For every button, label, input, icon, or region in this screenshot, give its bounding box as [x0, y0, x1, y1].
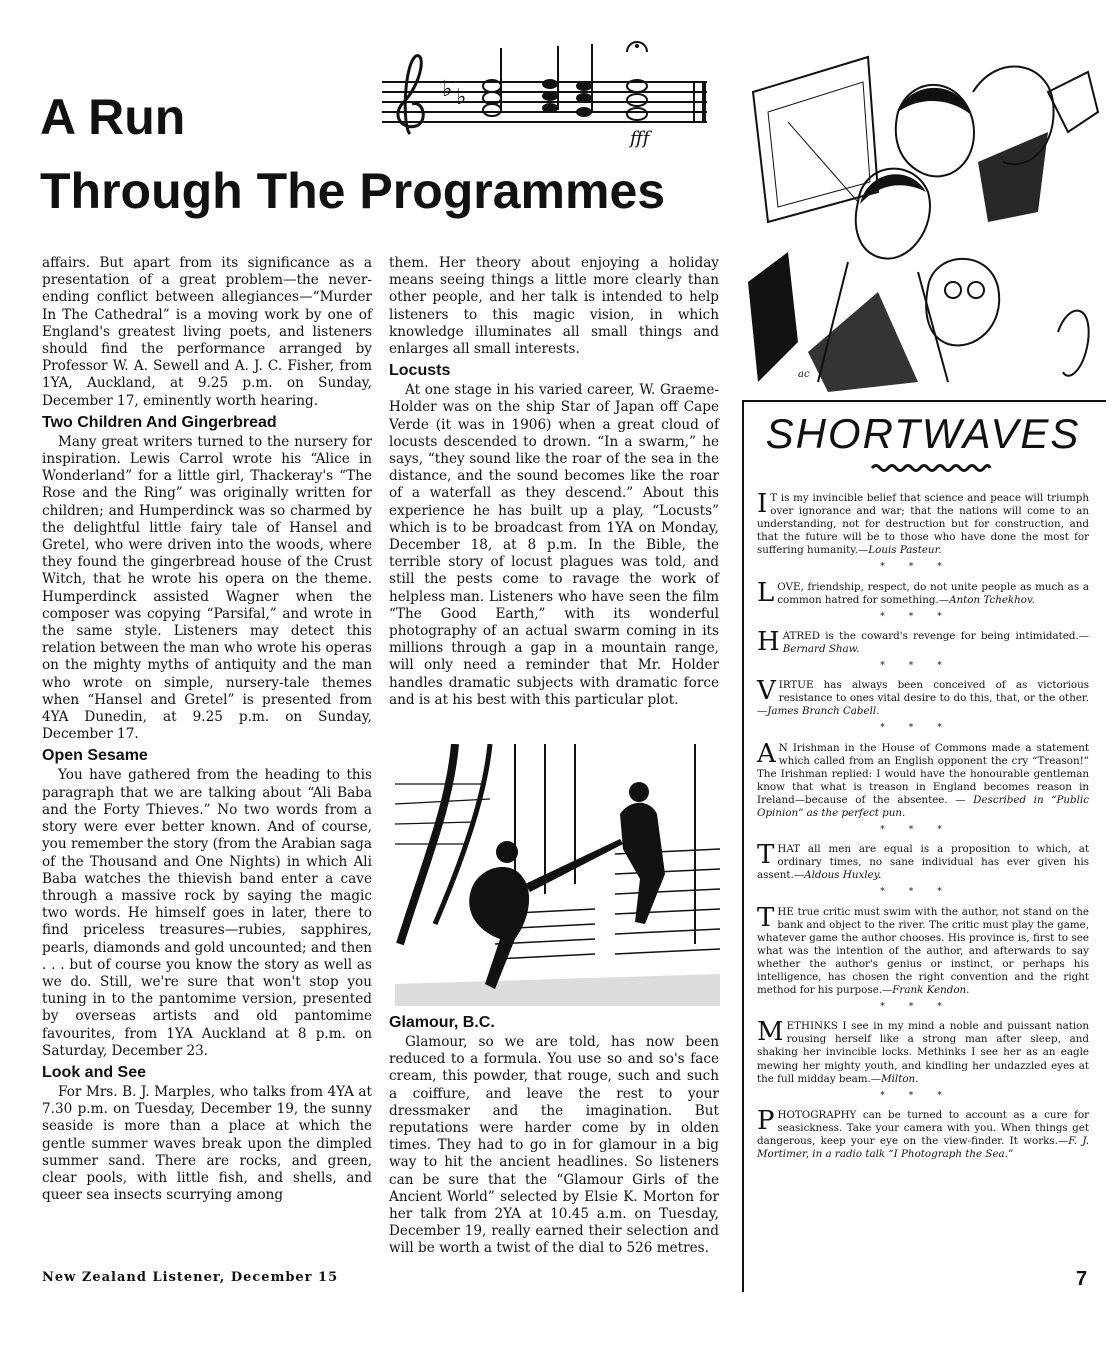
drop-cap: H	[757, 626, 780, 657]
quote-attribution: —James Branch Cabell.	[757, 705, 880, 718]
headline-line-1: A Run	[40, 89, 186, 145]
article-column-2	[389, 255, 719, 709]
article-column-1	[42, 255, 372, 1204]
quote-text: HE true critic must swim with the author, not stand on the bank and object to the river. The critic must play the game, whatever game the author chooses. His province is, first to see what was the intention of the author, and afterwards to say whether the author's genius or instinct, or perhaps his intelligence, has chosen the right convention and the right method for his purpose.	[757, 905, 1089, 997]
shortwaves-quotes	[757, 489, 1089, 1165]
paragraph-holiday: them. Her theory about enjoying a holiday means seeing things a little more clearly than other people, and her talk is intended to help listeners to this magic vision, in which knowledge illuminates all small things and enlarges all small interests.	[389, 255, 719, 358]
quote-text: HAT all men are equal is a proposition to which, at ordinary times, no sane individual has ever given his assent.	[757, 843, 1089, 882]
shortwave-quote	[757, 626, 1089, 657]
separator-stars: ***	[880, 562, 966, 573]
quote-attribution: —Milton.	[870, 1072, 919, 1085]
quote-attribution: —F. J. Mortimer, in a radio talk “I Photograph the Sea.”	[757, 1135, 1089, 1161]
svg-text:♭: ♭	[442, 77, 453, 102]
drop-cap: A	[757, 738, 776, 769]
drop-cap: P	[757, 1105, 775, 1136]
shortwave-quote	[757, 902, 1089, 998]
separator-stars: ***	[880, 1002, 966, 1013]
shortwave-quote	[757, 1017, 1089, 1085]
quote-text: IRTUE has always been conceived of as victorious resistance to ones vital desire to do this, that, or the other.	[778, 679, 1089, 705]
shortwave-quote	[757, 738, 1089, 821]
quote-text: ATRED is the coward's revenge for being intimidated.	[782, 629, 1079, 642]
article-column-2-bottom	[389, 1010, 719, 1258]
paragraph-ali-baba: You have gathered from the heading to this paragraph that we are talking about “Ali Baba and the Forty Thieves.” No two words from a story were ever better known. And of course, you remember the story (from the Arabian saga of the Thousand and One Nights) in which Ali Baba watches the thievish band enter a cave through a massive rock by saying the magic two words. He himself goes in later, there to find priceless treasures—rubies, sapphires, pearls, diamonds and gold uncounted; and then . . . but of course you know the story as well as we do. Still, we're sure that won't stop you tuning in to the pantomime version, presented by overseas artists and old pantomime favourites, from 1YA Auckland at 8 p.m. on Saturday, December 23.	[42, 767, 372, 1059]
drop-cap: L	[757, 577, 775, 608]
shortwaves-heading: SHORTWAVES	[765, 410, 1081, 457]
quote-attribution: —Anton Tchekhov.	[938, 593, 1035, 606]
quote-text: T is my invincible belief that science and peace will triumph over ignorance and war; that the nations will come to an understanding, not for destruction but for construction, and that the future will be to those who have done the most for suffering humanity.	[757, 492, 1089, 557]
quote-attribution: —Aldous Huxley.	[793, 869, 882, 882]
subheading-two-children: Two Children And Gingerbread	[42, 413, 277, 431]
quote-attribution: —Frank Kendon.	[881, 984, 970, 997]
drop-cap: T	[757, 902, 775, 933]
quote-attribution: — Described in “Public Opinion” as the perfect pun.	[757, 793, 1089, 819]
drop-cap: I	[757, 489, 768, 519]
svg-text:fff: fff	[630, 128, 650, 149]
wavy-divider	[870, 462, 992, 474]
paragraph-murder-cathedral: affairs. But apart from its significance as a presentation of a great problem—the never-ending conflict between allegiances—“Murder In The Cathedral” is a moving work by one of England's greatest living poets, and listeners should find the performance arranged by Professor W. A. Sewell and A. J. C. Fisher, from 1YA, Auckland, at 9.25 p.m. on Sunday, December 17, eminently worth hearing.	[42, 255, 372, 409]
quote-text: OVE, friendship, respect, do not unite people as much as a common hatred for something.	[777, 580, 1089, 606]
separator-stars: ***	[880, 723, 966, 734]
shortwave-quote	[757, 676, 1089, 718]
paragraph-glamour: Glamour, so we are told, has now been reduced to a formula. You use so and so's face cream, this powder, that rouge, such and such a coiffure, and leave the rest to your dressmaker and the imagination. But reputations were harder come by in olden times. They had to go in for glamour in a big way to hit the ancient headlines. So listeners can be sure that the “Glamour Girls of the Ancient World” selected by Elsie K. Morton for her talk from 2YA at 10.45 a.m. on Tuesday, December 19, really earned their selection and will be worth a twist of the dial to 526 metres.	[389, 1034, 719, 1257]
separator-stars: ***	[880, 611, 966, 622]
quote-text: N Irishman in the House of Commons made a statement which called from an English opponent the cry “Treason!” The Irishman replied: I would have the honourable gentleman know that what is treason in England becomes reason in Ireland—because of the absentee.	[757, 741, 1089, 806]
separator-stars: ***	[880, 1090, 966, 1101]
subheading-glamour: Glamour, B.C.	[389, 1014, 495, 1031]
shortwave-quote	[757, 840, 1089, 882]
shortwave-quote	[757, 1105, 1089, 1161]
page-number: 7	[1076, 1268, 1088, 1290]
quote-attribution: —Bernard Shaw.	[782, 629, 1089, 655]
quote-text: HOTOGRAPHY can be turned to account as a cure for seasickness. Take your camera with you. When things get dangerous, keep your eye on the view-finder. It works.	[757, 1108, 1089, 1148]
music-staff-illustration	[372, 34, 717, 154]
separator-stars: ***	[880, 661, 966, 672]
drop-cap: V	[757, 676, 776, 707]
subheading-open-sesame: Open Sesame	[42, 747, 148, 765]
separator-stars: ***	[880, 825, 966, 836]
subheading-locusts: Locusts	[389, 362, 451, 380]
paragraph-hansel-gretel: Many great writers turned to the nursery for inspiration. Lewis Carrol wrote his “Alice in Wonderland” for a little girl, Thackeray's “The Rose and the Ring” was originally written for children; and Humperdinck was so charmed by the delightful little fairy tale of Hansel and Gretel, who were driven into the woods, where they found the gingerbread house of the Crust Witch, that he wrote his opera on the theme. Humperdinck assisted Wagner when the composer was copying “Parsifal,” and wrote in the same style. Listeners may detect this relation between the man who wrote his operas on the mighty myths of antiquity and the man who wrote on simple, nursery-tale themes when “Hansel and Gretel” is presented from 4YA Dunedin, at 9.25 p.m. on Sunday, December 17.	[42, 433, 372, 743]
drop-cap: M	[757, 1017, 784, 1048]
shortwave-quote	[757, 577, 1089, 608]
shortwave-quote	[757, 489, 1089, 557]
svg-text:ac: ac	[798, 369, 810, 380]
quote-text: ETHINKS I see in my mind a noble and puissant nation rousing herself like a strong man after sleep, and shaking her invincible locks. Methinks I see her as an eagle mewing her mighty youth, and kindling her undazzled eyes at the full midday beam.	[757, 1020, 1089, 1085]
quote-attribution: —Louis Pasteur.	[858, 544, 942, 557]
separator-stars: ***	[880, 887, 966, 898]
caricature-illustration	[748, 52, 1108, 392]
subheading-look-and-see: Look and See	[42, 1063, 147, 1081]
headline-line-2: Through The Programmes	[40, 163, 666, 219]
paragraph-marples: For Mrs. B. J. Marples, who talks from 4YA at 7.30 p.m. on Tuesday, December 19, the sunny seaside is more than a place at which the gentle summer waves break upon the dimpled summer sand. There are rocks, and green, clear pools, with little fish, and shells, and queer sea insects scurrying among	[42, 1083, 372, 1204]
footer-publication: New Zealand Listener, December 15	[42, 1270, 339, 1285]
paragraph-locusts: At one stage in his varied career, W. Graeme-Holder was on the ship Star of Japan off Cape Verde (it was in 1906) when a great cloud of locusts descended to drown. “In a swarm,” he says, “they sound like the roar of the sea in the distance, and the sound becomes like the roar of a waterfall as they descend.” About this experience he has built up a play, “Locusts” which is to be broadcast from 1YA on Monday, December 18, at 8 p.m. In the Bible, the terrible story of locust plagues was told, and still the pests come to ravage the work of helpless man. Listeners who have seen the film “The Good Earth,” with its wonderful photography of an actual swarm coming in its millions through a gap in a mountain range, will only need a reminder that Mr. Holder handles dramatic subjects with dramatic force and is at his best with this particular plot.	[389, 382, 719, 708]
svg-text:♭: ♭	[456, 85, 467, 110]
porch-scene-illustration	[395, 744, 720, 1006]
drop-cap: T	[757, 840, 775, 871]
